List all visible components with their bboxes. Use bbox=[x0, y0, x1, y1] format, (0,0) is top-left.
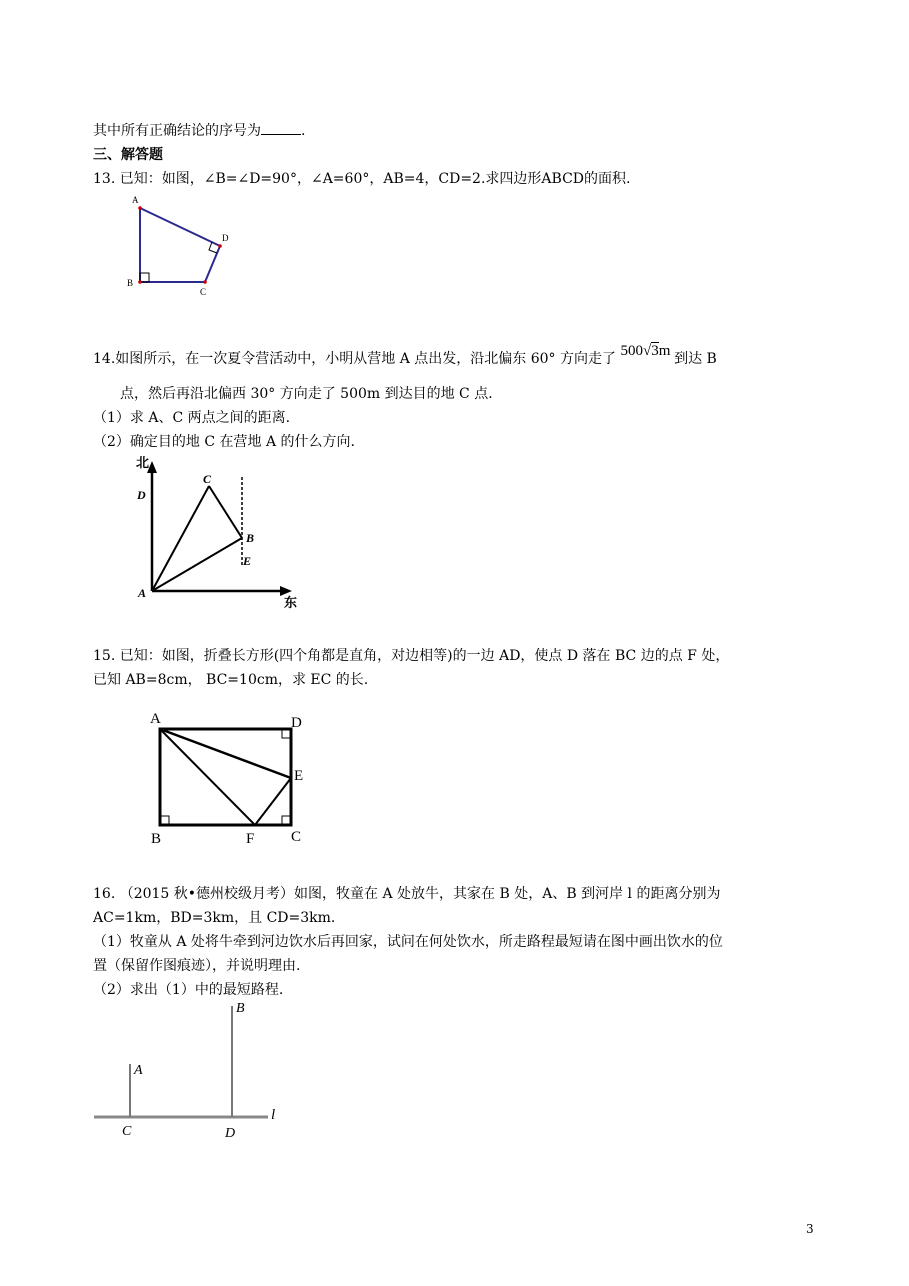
q14-label-E: E bbox=[243, 554, 252, 568]
q15-label-C: C bbox=[291, 829, 302, 845]
q16-label-C: C bbox=[122, 1124, 132, 1139]
q16-line2: AC=1km，BD=3km，且 CD=3km. bbox=[93, 910, 336, 926]
q14-line1 bbox=[93, 343, 717, 369]
q13-point-C bbox=[203, 280, 207, 284]
q14-figure bbox=[130, 455, 310, 615]
q13-point-B bbox=[138, 280, 142, 284]
q16-sub1b: 置（保留作图痕迹），并说明理由. bbox=[93, 958, 301, 974]
q15-label-F: F bbox=[246, 831, 255, 847]
q13-point-A bbox=[138, 206, 142, 210]
q14-math-unit: m bbox=[658, 343, 671, 359]
q13-label-C: C bbox=[200, 287, 207, 297]
q15-line2: 已知 AB=8cm， BC=10cm，求 EC 的长. bbox=[93, 672, 369, 688]
q15-label-A: A bbox=[150, 711, 161, 727]
answer-line-text: 其中所有正确结论的序号为 bbox=[93, 123, 261, 139]
q15-line1: 15. 已知：如图，折叠长方形(四个角都是直角，对边相等)的一边 AD，使点 D 落在 BC 边的点 F 处， bbox=[93, 648, 730, 664]
q13-label-B: B bbox=[127, 278, 134, 288]
section-title: 三、解答题 bbox=[93, 147, 163, 163]
q14-label-D: D bbox=[137, 488, 146, 502]
q14-line2: 点，然后再沿北偏西 30° 方向走了 500m 到达目的地 C 点. bbox=[120, 386, 493, 402]
q14-label-C: C bbox=[203, 472, 212, 486]
q14-line1-text: 14.如图所示，在一次夏令营活动中，小明从营地 A 点出发，沿北偏东 60° 方向走了 bbox=[93, 351, 616, 367]
q13-label-A: A bbox=[132, 195, 139, 205]
q14-math-num: 500 bbox=[620, 343, 643, 359]
q13-text: 13. 已知：如图，∠B=∠D=90°，∠A=60°，AB=4，CD=2.求四边形ABCD的面积. bbox=[93, 171, 631, 187]
sqrt-symbol: √ bbox=[642, 343, 652, 359]
q16-label-l: l bbox=[271, 1107, 276, 1123]
answer-blank bbox=[261, 120, 301, 135]
q14-line1-post: 到达 B bbox=[674, 351, 717, 367]
q14-label-A: A bbox=[138, 586, 147, 600]
q14-sub2: （2）确定目的地 C 在营地 A 的什么方向. bbox=[93, 434, 355, 450]
q13-label-D: D bbox=[222, 233, 229, 243]
page-number: 3 bbox=[806, 1222, 814, 1236]
q14-math-distance bbox=[620, 343, 674, 359]
q14-label-B: B bbox=[246, 531, 255, 545]
answer-line bbox=[93, 120, 305, 141]
q15-figure bbox=[145, 707, 320, 847]
answer-line-end: . bbox=[301, 123, 306, 139]
q16-label-D: D bbox=[225, 1126, 236, 1141]
q14-sub1: （1）求 A、C 两点之间的距离. bbox=[93, 410, 291, 426]
q16-label-B: B bbox=[236, 1001, 245, 1016]
q14-math-rad: 3 bbox=[651, 343, 659, 359]
q14-label-north: 北 bbox=[136, 455, 150, 470]
q13-figure bbox=[120, 190, 240, 300]
q15-label-B: B bbox=[151, 831, 162, 847]
q16-label-A: A bbox=[134, 1063, 143, 1078]
q16-figure bbox=[90, 998, 290, 1143]
q16-sub1: （1）牧童从 A 处将牛牵到河边饮水后再回家，试问在何处饮水，所走路程最短请在图中画出饮水的位 bbox=[93, 934, 723, 950]
q16-sub2: （2）求出（1）中的最短路程. bbox=[93, 982, 284, 998]
q16-line1: 16. （2015 秋•德州校级月考）如图，牧童在 A 处放牛，其家在 B 处，A、B 到河岸 l 的距离分别为 bbox=[93, 886, 721, 902]
q15-label-E: E bbox=[294, 768, 304, 784]
q14-label-east: 东 bbox=[284, 595, 298, 610]
q15-label-D: D bbox=[291, 715, 302, 731]
q13-point-D bbox=[218, 244, 222, 248]
